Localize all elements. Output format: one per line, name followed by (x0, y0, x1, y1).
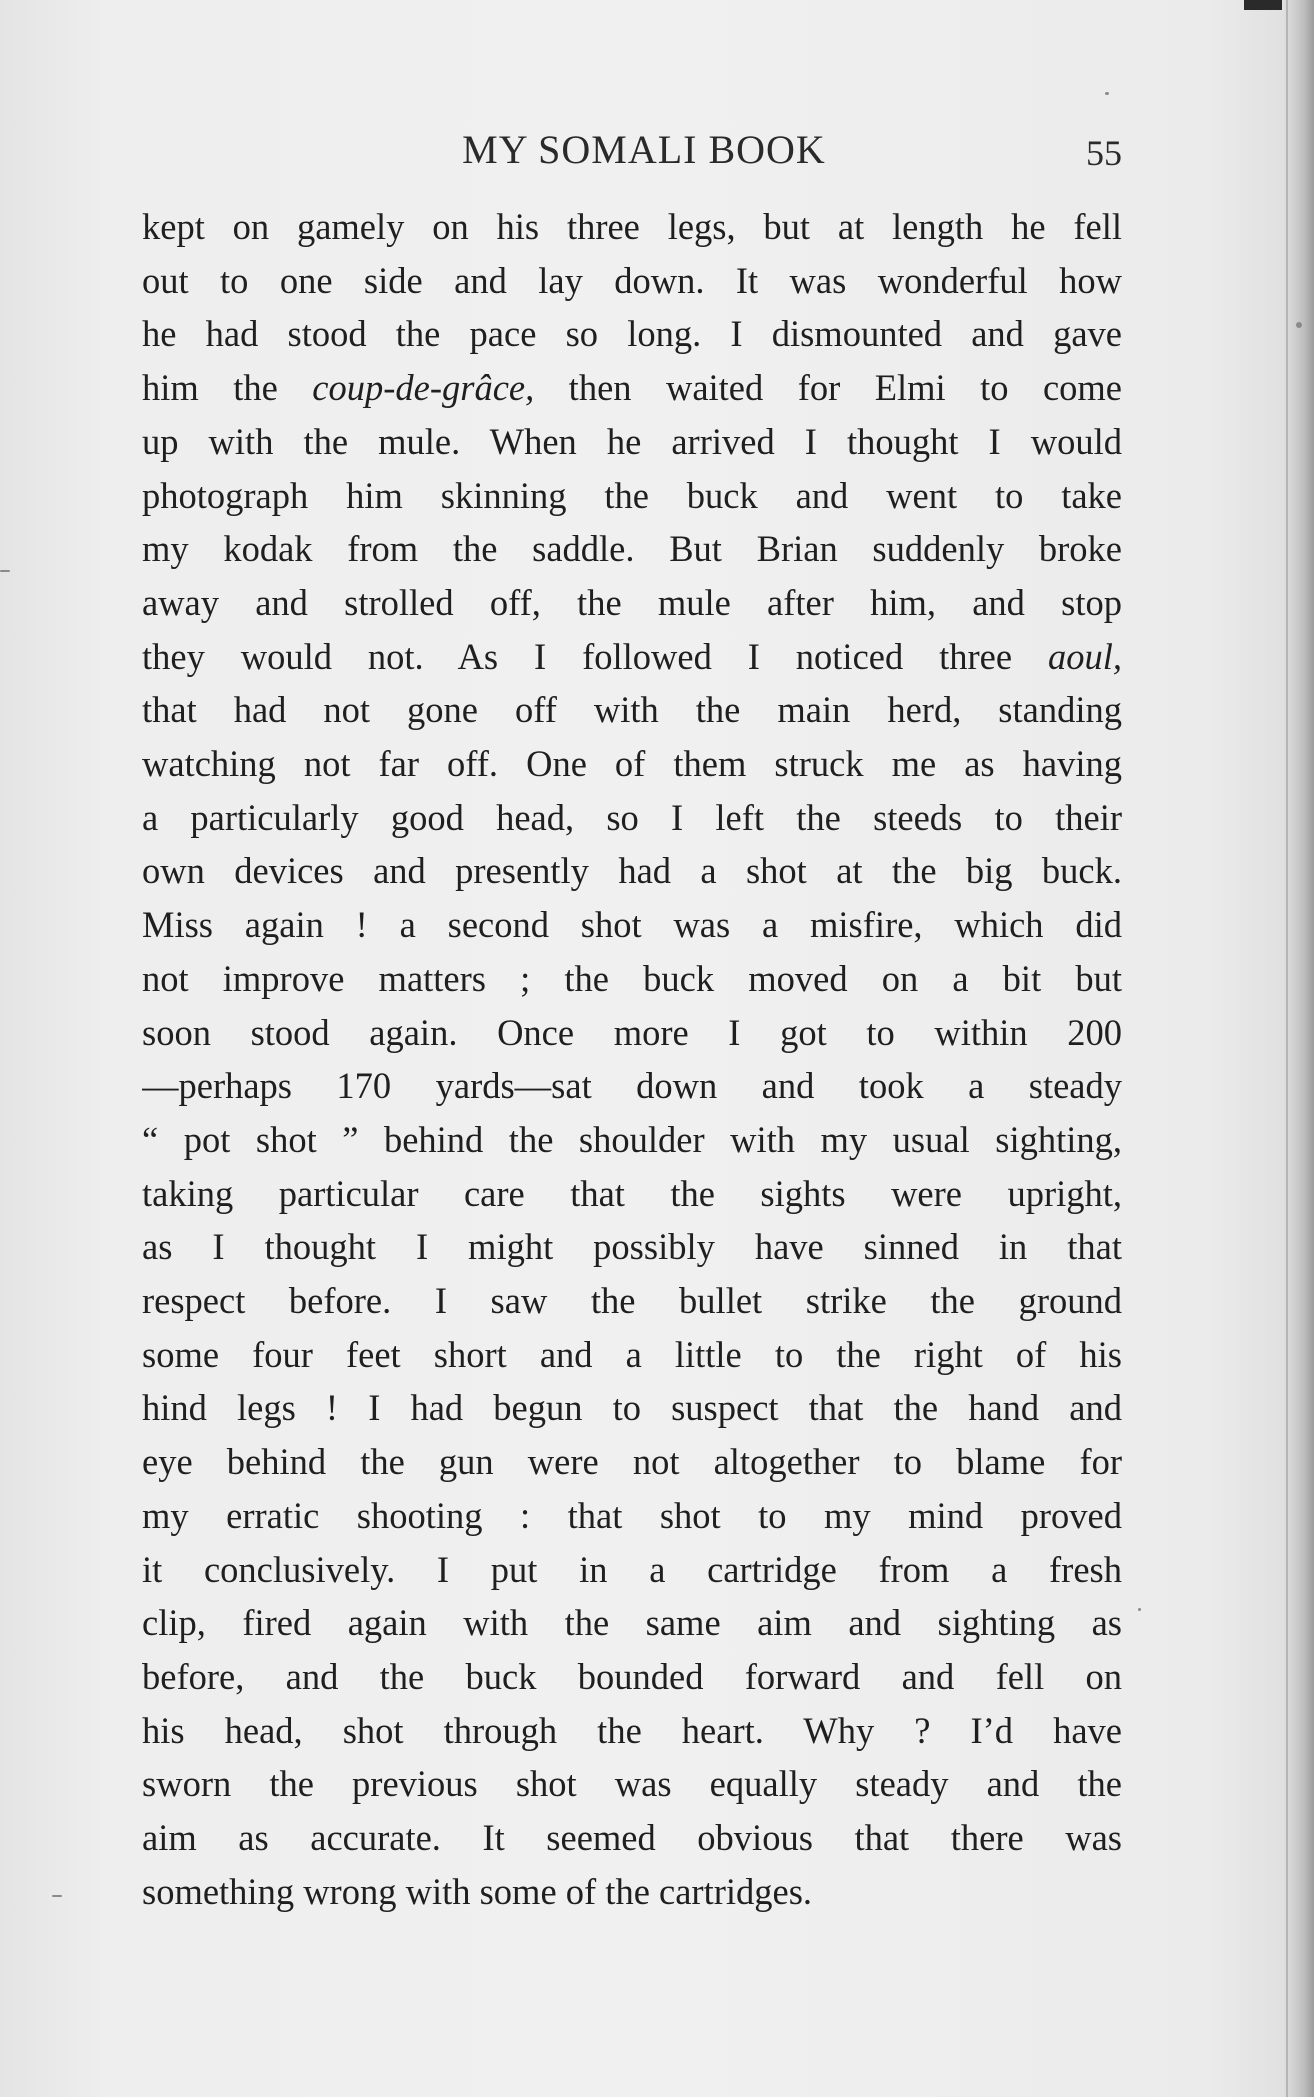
text-line (142, 522, 1122, 576)
text-line (142, 630, 1122, 684)
paper-speck (1138, 1608, 1141, 1611)
text-line (142, 1059, 1122, 1113)
text-line (142, 1543, 1122, 1597)
text-run: eye behind the gun were not altogether to blame for (142, 1441, 1122, 1483)
text-run: he had stood the pace so long. I dismounted and gave (142, 313, 1122, 355)
text-line (142, 1757, 1122, 1811)
text-run: kept on gamely on his three legs, but at length he fell (142, 206, 1122, 247)
text-line (142, 415, 1122, 469)
text-line (142, 844, 1122, 898)
text-line (142, 1596, 1122, 1650)
text-line (142, 1113, 1122, 1167)
text-line (142, 1435, 1122, 1489)
text-line (142, 737, 1122, 791)
text-line (142, 254, 1122, 308)
text-line (142, 1650, 1122, 1704)
paper-speck (1296, 322, 1302, 328)
text-run: soon stood again. Once more I got to within 200 (142, 1011, 1122, 1053)
text-run: up with the mule. When he arrived I thought I would (142, 420, 1122, 462)
text-run: out to one side and lay down. It was wonderful how (142, 259, 1122, 301)
text-run: watching not far off. One of them struck me as having (142, 743, 1122, 785)
text-run: some four feet short and a little to the right of his (142, 1333, 1122, 1375)
text-run: then waited for Elmi to come (534, 367, 1122, 409)
paper-speck (52, 1895, 62, 1897)
text-run: it conclusively. I put in a cartridge from a fresh (142, 1548, 1122, 1590)
text-line (142, 576, 1122, 630)
running-head (140, 126, 1148, 176)
text-run: a particularly good head, so I left the steeds to their (142, 796, 1122, 838)
italic-term: aoul, (1047, 635, 1122, 677)
text-line (142, 1167, 1122, 1221)
text-run: own devices and presently had a shot at the big buck. (142, 850, 1122, 892)
text-line (142, 791, 1122, 845)
text-run: they would not. As I followed I noticed three (142, 635, 1048, 677)
text-line (142, 1274, 1122, 1328)
text-line (142, 1489, 1122, 1543)
text-run: sworn the previous shot was equally steady and the (142, 1763, 1122, 1805)
text-run: as I thought I might possibly have sinned in that (142, 1226, 1122, 1268)
text-line (142, 307, 1122, 361)
text-run: that had not gone off with the main herd, standing (142, 689, 1122, 731)
text-line (142, 469, 1122, 523)
text-run: him the (142, 367, 313, 409)
body-text (142, 200, 1122, 1919)
text-run: his head, shot through the heart. Why ? I’d have (142, 1709, 1122, 1751)
text-line (142, 1811, 1122, 1865)
text-run: aim as accurate. It seemed obvious that there was (142, 1817, 1122, 1859)
text-line (142, 1006, 1122, 1060)
text-line (142, 361, 1122, 415)
text-line (142, 683, 1122, 737)
text-line (142, 1381, 1122, 1435)
italic-term: coup-de-grâce, (312, 367, 535, 409)
text-run: Miss again ! a second shot was a misfire, which did (142, 904, 1122, 946)
text-line (142, 200, 1122, 254)
text-run: not improve matters ; the buck moved on a bit but (142, 957, 1122, 999)
text-run: photograph him skinning the buck and went to take (142, 474, 1122, 516)
text-run: respect before. I saw the bullet strike the ground (142, 1280, 1122, 1322)
text-run: —perhaps 170 yards—sat down and took a steady (142, 1065, 1122, 1107)
page-gutter-edge (1282, 0, 1314, 2097)
text-run: clip, fired again with the same aim and sighting as (142, 1602, 1122, 1644)
running-title: MY SOMALI BOOK (462, 127, 826, 172)
paper-speck (1105, 92, 1109, 95)
text-line (142, 1328, 1122, 1382)
text-line (142, 898, 1122, 952)
text-run: something wrong with some of the cartridges. (142, 1870, 813, 1912)
text-line (142, 952, 1122, 1006)
text-run: away and strolled off, the mule after him, and stop (142, 581, 1122, 623)
text-line (142, 1704, 1122, 1758)
text-line (142, 1220, 1122, 1274)
text-run: my erratic shooting : that shot to my mind proved (142, 1494, 1122, 1536)
text-run: hind legs ! I had begun to suspect that the hand and (142, 1387, 1122, 1429)
page-number: 55 (1086, 133, 1122, 173)
text-run: my kodak from the saddle. But Brian suddenly broke (142, 528, 1122, 570)
paper-speck (0, 570, 10, 572)
text-run: before, and the buck bounded forward and fell on (142, 1655, 1122, 1697)
text-run: taking particular care that the sights were upright, (142, 1172, 1122, 1214)
text-line (142, 1865, 1122, 1919)
text-run: “ pot shot ” behind the shoulder with my usual sighting, (142, 1118, 1122, 1160)
